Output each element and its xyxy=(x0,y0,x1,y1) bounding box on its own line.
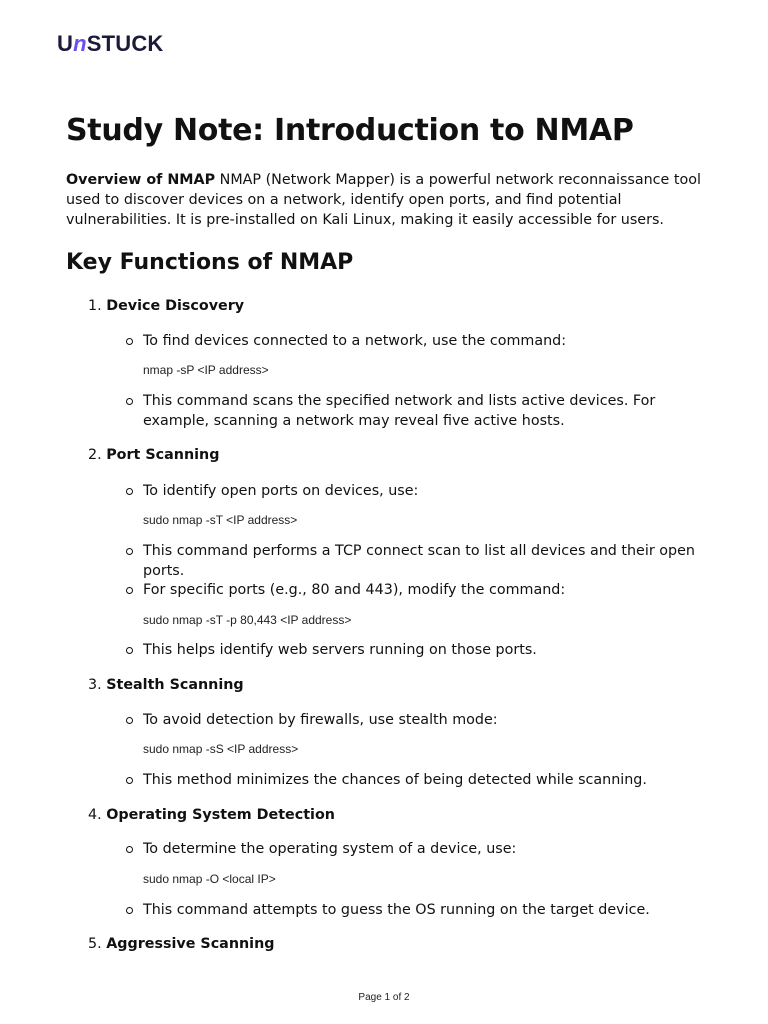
bullet-item: This command attempts to guess the OS running on the target device. xyxy=(143,900,715,920)
key-functions-heading: Key Functions of NMAP xyxy=(66,250,354,275)
section-title: 5. Aggressive Scanning xyxy=(88,936,275,952)
overview-text: NMAP (Network Mapper) is a powerful network reconnaissance tool used to discover devices on a network, identify open ports, and find potential vulnerabilities. It is pre-installed on Kali Linux, making it easily accessible for users. xyxy=(66,172,701,228)
command-snippet: nmap -sP <IP address> xyxy=(143,363,269,377)
section-title: 3. Stealth Scanning xyxy=(88,677,244,693)
bullet-item: To identify open ports on devices, use: xyxy=(143,481,715,501)
section-title: 1. Device Discovery xyxy=(88,298,245,314)
command-snippet: sudo nmap -sT <IP address> xyxy=(143,513,298,527)
command-snippet: sudo nmap -sT -p 80,443 <IP address> xyxy=(143,613,352,627)
page-title: Study Note: Introduction to NMAP xyxy=(66,113,634,148)
command-snippet: sudo nmap -O <local IP> xyxy=(143,872,276,886)
bullet-item: To determine the operating system of a device, use: xyxy=(143,839,715,859)
command-snippet: sudo nmap -sS <IP address> xyxy=(143,742,299,756)
bullet-item: For specific ports (e.g., 80 and 443), modify the command: xyxy=(143,580,715,600)
overview-paragraph xyxy=(66,170,716,230)
overview-label: Overview of NMAP xyxy=(66,172,216,188)
bullet-item: To find devices connected to a network, use the command: xyxy=(143,331,715,351)
bullet-item: This command scans the specified network and lists active devices. For example, scanning a network may reveal five active hosts. xyxy=(143,391,715,431)
bullet-item: This helps identify web servers running on those ports. xyxy=(143,640,715,660)
page-number: Page 1 of 2 xyxy=(358,992,410,1003)
section-title: 4. Operating System Detection xyxy=(88,807,335,823)
bullet-item: This command performs a TCP connect scan to list all devices and their open ports. xyxy=(143,541,715,581)
section-title: 2. Port Scanning xyxy=(88,447,220,463)
bullet-item: To avoid detection by firewalls, use stealth mode: xyxy=(143,710,715,730)
bullet-item: This method minimizes the chances of being detected while scanning. xyxy=(143,770,715,790)
unstuck-logo: UnSTUCK xyxy=(57,31,164,56)
